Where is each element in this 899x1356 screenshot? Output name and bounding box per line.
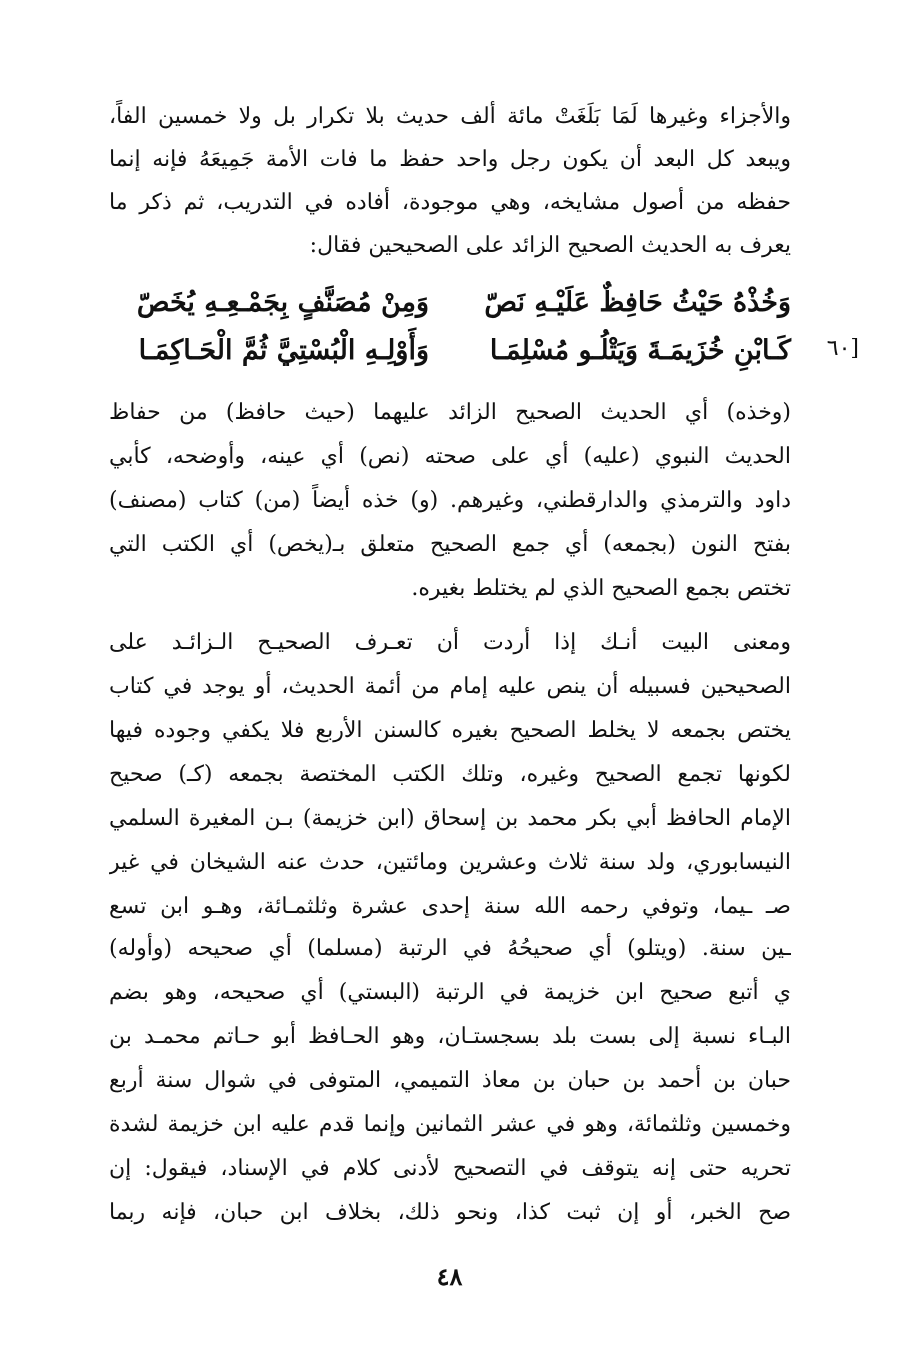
para1-line-2: الحديث النبوي (عليه) أي على صحته (نص) أي عينه، وأوضحه، كأبي xyxy=(109,444,791,469)
para2-line-13: تحريه حتى إنه يتوقف في التصحيح لأدنى كلام في الإسناد، فيقول: إن xyxy=(109,1156,791,1181)
para2-line-7: صـ ـيما، وتوفي رحمه الله سنة إحدى عشرة وثلثمـائة، وهـو ابن تسع xyxy=(109,894,791,919)
para2-line-9: ي أتبع صحيح ابن خزيمة في الرتبة (البستي) أي صحيحه، وهو بضم xyxy=(109,980,791,1005)
para2-line-2: الصحيحين فسبيله أن ينص عليه إمام من أئمة الحديث، أو يوجد في كتاب xyxy=(109,674,791,699)
para2-line-1: ومعنى البيت أنـك إذا أردت أن تعـرف الصحيـح الـزائـد على xyxy=(109,630,791,655)
para2-line-5: الإمام الحافظ أبي بكر محمد بن إسحاق (ابن خزيمة) بـن المغيرة السلمي xyxy=(109,806,791,831)
intro-line-1: والأجزاء وغيرها لَمَا بَلَغَتْ مائة ألف حديث بلا تكرار بل ولا خمسين الفاً، xyxy=(109,104,791,129)
page-number: ٤٨ xyxy=(436,1262,463,1291)
para2-line-12: وخمسين وثلثمائة، وهو في عشر الثمانين وإنما قدم عليه ابن خزيمة لشدة xyxy=(109,1112,791,1137)
para2-line-10: البـاء نسبة إلى بست بلد بسجستـان، وهو الحـافظ أبو حـاتم محمـد بن xyxy=(109,1024,791,1049)
intro-line-4: يعرف به الحديث الصحيح الزائد على الصحيحين فقال: xyxy=(309,233,791,258)
para2-line-6: النيسابوري، ولد سنة ثلاث وعشرين ومائتين، حدث عنه الشيخان في غير xyxy=(109,850,791,875)
intro-line-2: ويبعد كل البعد أن يكون رجل واحد حفظ ما فات الأمة جَمِيعَهُ فإنه إنما xyxy=(109,147,791,172)
para2-line-11: حبان بن أحمد بن حبان بن معاذ التميمي، المتوفى في شوال سنة أربع xyxy=(109,1068,791,1093)
para1-line-5: تختص بجمع الصحيح الذي لم يختلط بغيره. xyxy=(411,576,791,601)
verse-2-first-hemistich: كَـابْنِ خُزَيمَـةَ وَيَتْلُـو مُسْلِمَـا xyxy=(489,335,791,366)
verse-number: [٦٠ xyxy=(826,336,859,361)
verse-2-second-hemistich: وَأَوْلِـهِ الْبُسْتِيَّ ثُمَّ الْحَـاكِمَـا xyxy=(138,335,429,366)
para1-line-3: داود والترمذي والدارقطني، وغيرهم. (و) خذه أيضاً (من) كتاب (مصنف) xyxy=(109,488,791,513)
intro-line-3: حفظه من أصول مشايخه، وهي موجودة، أفاده في التدريب، ثم ذكر ما xyxy=(109,190,791,215)
para2-line-14: صح الخبر، أو إن ثبت كذا، ونحو ذلك، بخلاف ابن حبان، فإنه ربما xyxy=(109,1200,791,1225)
para1-line-1: (وخذه) أي الحديث الصحيح الزائد عليهما (حيث حافظ) من حفاظ xyxy=(109,400,791,425)
para2-line-8: ـين سنة. (ويتلو) أي صحيحُهُ في الرتبة (مسلما) أي صحيحه (وأوله) xyxy=(109,936,791,961)
para1-line-4: بفتح النون (بجمعه) أي جمع الصحيح متعلق بـ(يخص) أي الكتب التي xyxy=(109,532,791,557)
para2-line-3: يختص بجمعه لا يخلط الصحيح بغيره كالسنن الأربع فلا يكفي وجوده فيها xyxy=(109,718,791,743)
verse-1-second-hemistich: وَمِنْ مُصَنَّفٍ بِجَمْـعِـهِ يُخَصّ xyxy=(136,287,429,318)
verse-1-first-hemistich: وَخُذْهُ حَيْثُ حَافِظٌ عَلَيْـهِ نَصّ xyxy=(484,287,791,318)
para2-line-4: لكونها تجمع الصحيح وغيره، وتلك الكتب المختصة بجمعه (كـ) صحيح xyxy=(109,762,791,787)
